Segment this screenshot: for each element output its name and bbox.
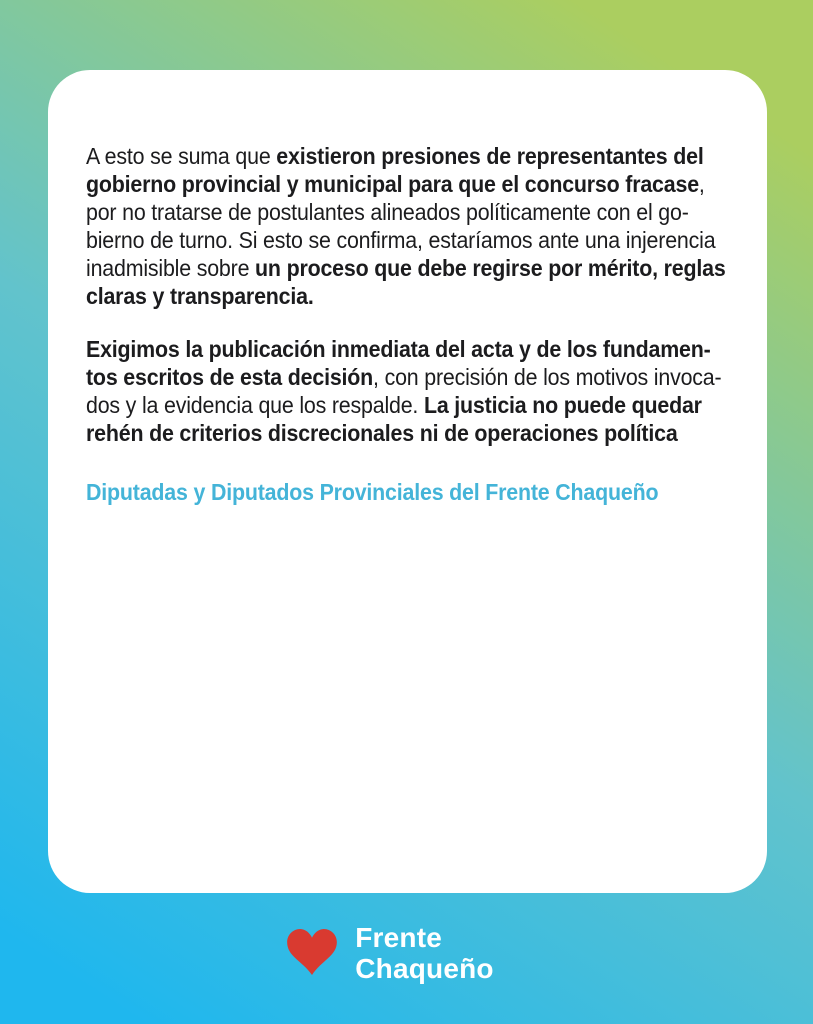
text-segment: por no tratarse de postulantes alineados políticamente con el go-	[86, 199, 689, 225]
text-line	[86, 282, 684, 310]
bold-text-segment: un proceso que debe regirse por mérito, reglas	[255, 255, 726, 281]
bold-text-segment: Exigimos la publicación inmediata del acta y de los fundamen-	[86, 336, 711, 362]
logo-text-line2: Chaqueño	[355, 953, 494, 984]
signature-line: Diputadas y Diputados Provinciales del Frente Chaqueño	[86, 479, 659, 505]
bold-text-segment: La justicia no puede quedar	[423, 392, 702, 418]
text-segment: dos y la evidencia que los respalde.	[86, 392, 424, 418]
text-line	[86, 363, 722, 391]
bold-text-segment: tos escritos de esta decisión	[86, 364, 374, 390]
logo-text-line1: Frente	[355, 922, 443, 953]
logo-text	[355, 922, 493, 984]
bold-text-segment: rehén de criterios discrecionales ni de operaciones política	[86, 420, 678, 446]
text-line	[86, 335, 711, 363]
text-line	[86, 419, 684, 447]
text-card	[48, 70, 767, 893]
heart-icon	[287, 929, 337, 975]
text-segment: bierno de turno. Si esto se confirma, estaríamos ante una injerencia	[86, 227, 716, 253]
bold-text-segment: existieron presiones de representantes del	[276, 143, 704, 169]
text-line	[86, 142, 704, 170]
text-segment: inadmisible sobre	[86, 255, 256, 281]
frente-chaqueno-logo	[0, 922, 797, 984]
text-segment: ,	[698, 171, 705, 197]
body-text	[86, 142, 726, 447]
bold-text-segment: gobierno provincial y municipal para que el concurso fracase	[86, 171, 699, 197]
text-line	[86, 226, 716, 254]
text-line	[86, 391, 702, 419]
text-line	[86, 198, 689, 226]
text-line	[86, 254, 726, 282]
text-line	[86, 170, 705, 198]
text-segment: , con precisión de los motivos invoca-	[373, 364, 722, 390]
bold-text-segment: claras y transparencia.	[86, 283, 314, 309]
text-segment: A esto se suma que	[86, 143, 277, 169]
paragraph	[86, 142, 726, 310]
paragraph	[86, 335, 722, 447]
